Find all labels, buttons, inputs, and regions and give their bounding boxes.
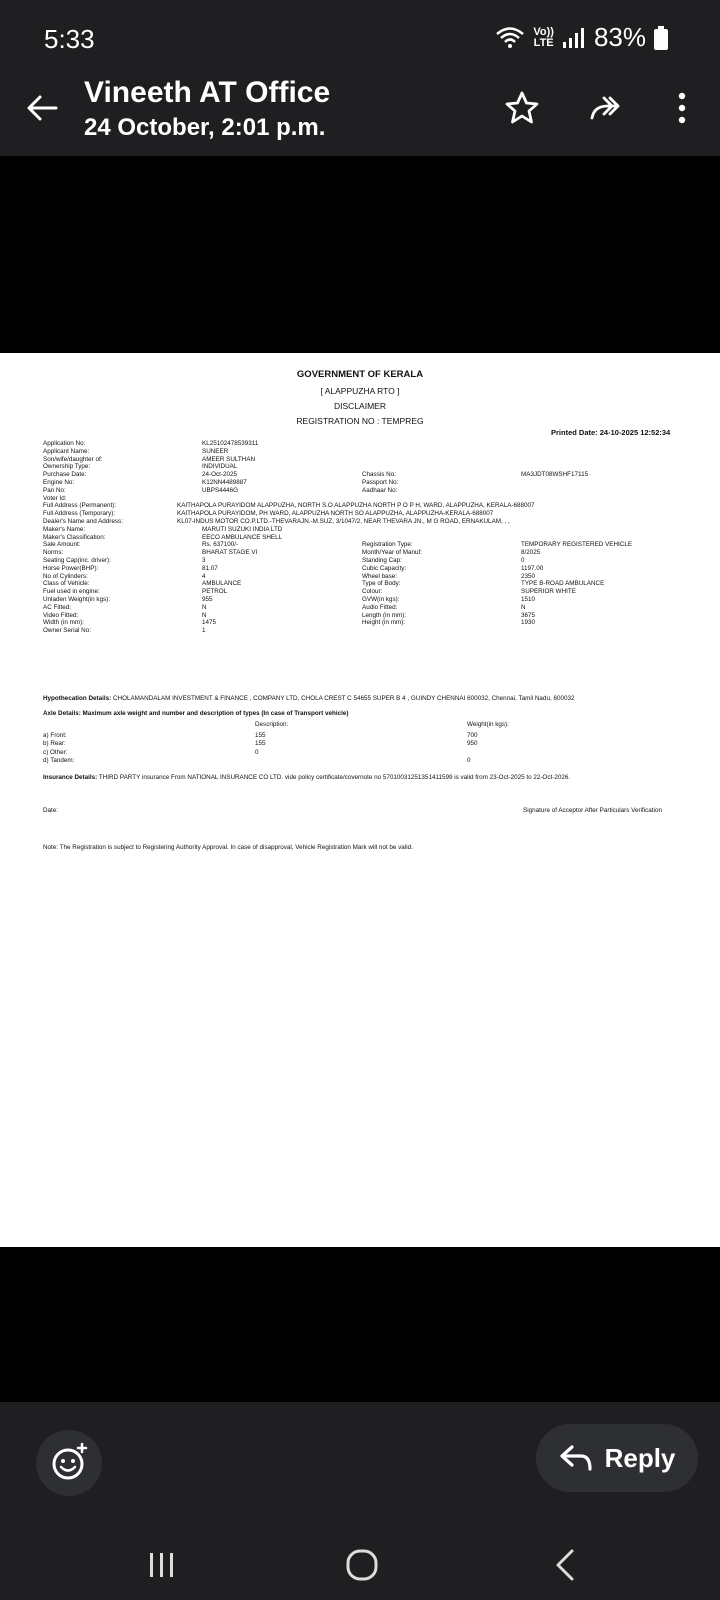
doc-row-label: Sale Amount: <box>43 541 81 549</box>
doc-row-label2: Chassis No: <box>362 471 396 479</box>
doc-row-label: Engine No: <box>43 479 75 486</box>
doc-axle-col-weight: Weight(in kgs): <box>467 721 509 728</box>
doc-axle-label: c) Other: <box>43 748 68 756</box>
doc-row-label2: Aadhaar No: <box>362 486 398 494</box>
volte-indicator: Vo)) LTE <box>533 25 554 49</box>
doc-row-value: SUNEER <box>202 447 229 455</box>
doc-axle-desc: 0 <box>255 748 259 756</box>
doc-row-label: Seating Cap(inc. driver): <box>43 557 111 564</box>
recent-apps-icon[interactable] <box>142 1545 182 1585</box>
doc-row-value2: TEMPORARY REGISTERED VEHICLE <box>521 541 633 549</box>
doc-row-label2: GVW(in kgs): <box>362 596 400 603</box>
signal-icon <box>562 27 586 49</box>
doc-row-label: Owner Serial No: <box>43 627 91 635</box>
star-icon[interactable] <box>502 88 542 128</box>
more-options-icon[interactable] <box>662 88 702 128</box>
doc-row-value: 4 <box>202 572 206 580</box>
doc-row-value: Rs. 637100/- <box>202 541 239 549</box>
doc-row-value: 24-Oct-2025 <box>202 471 238 479</box>
doc-row-value2: 1197.00 <box>521 564 544 572</box>
doc-hypothecation: Hypothecation Details: CHOLAMANDALAM INVESTMENT & FINANCE , COMPANY LTD, CHOLA CREST C 54655 SUPER B 4 , GUINDY CHENNAI 600032, Chennai, Tamil Nadu, 600032 <box>43 695 575 702</box>
doc-government: GOVERNMENT OF KERALA <box>296 369 424 380</box>
doc-row-label: Video Fitted: <box>43 611 79 619</box>
doc-row-label2: Length (in mm): <box>362 611 407 619</box>
doc-row-label: Fuel used in engine: <box>43 588 100 596</box>
back-arrow-icon[interactable] <box>22 88 62 128</box>
status-time: 5:33 <box>44 24 95 54</box>
message-date: 24 October, 2:01 p.m. <box>84 114 326 141</box>
doc-insurance: Insurance Details: THIRD PARTY insurance From NATIONAL INSURANCE CO LTD. vide policy certificate/covernote no 57010031251351411599 is valid from 23-Oct-2025 to 22-Oct-2026. <box>43 774 571 781</box>
doc-row-value: N <box>202 611 207 619</box>
doc-row-label: Maker's Name: <box>43 525 86 533</box>
doc-row-label: Full Address (Permanent): <box>43 502 117 510</box>
doc-row-value: K12NN4489887 <box>202 479 247 486</box>
doc-row-label2: Registration Type: <box>362 541 413 549</box>
doc-rto: [ ALAPPUZHA RTO ] <box>320 386 400 396</box>
doc-row-value: BHARAT STAGE VI <box>202 549 258 557</box>
doc-row-label2: Colour: <box>362 588 383 596</box>
sender-title: Vineeth AT Office <box>84 76 331 109</box>
doc-row-value: AMBULANCE <box>202 580 242 588</box>
status-icons <box>495 22 668 53</box>
doc-axle-weight: 700 <box>467 732 478 739</box>
doc-row-value: KAITHAPOLA PURAYIDOM, PH WARD, ALAPPUZHA NORTH SO ALAPPUZHA, ALAPPUZHA-KERALA-688007 <box>177 510 494 518</box>
doc-axle-col-description: Description: <box>255 721 289 728</box>
doc-date-label: Date: <box>43 807 59 814</box>
doc-row-value: KAITHAPOLA PURAYIDOM ALAPPUZHA, NORTH S.O ALAPPUZHA NORTH P O P H, WARD, ALAPPUZHA, KERALA-688007 <box>177 502 535 510</box>
message-header <box>0 76 720 156</box>
bottom-bar <box>0 1402 720 1600</box>
doc-row-value: 955 <box>202 596 213 603</box>
emoji-reaction-button[interactable] <box>36 1430 102 1496</box>
doc-row-value: UBPS4446G <box>202 486 239 494</box>
doc-row-label2: Standing Cap: <box>362 557 402 564</box>
doc-row-value: 3 <box>202 557 206 564</box>
doc-row-label: Unladen Weight(in kgs): <box>43 596 111 603</box>
doc-row-label2: Wheel base: <box>362 572 398 580</box>
emoji-add-icon <box>36 1430 102 1496</box>
doc-row-label: Dealer's Name and Address: <box>43 518 123 525</box>
doc-row-label2: Passport No: <box>362 479 399 486</box>
reply-button[interactable] <box>536 1424 698 1492</box>
doc-printed-date: Printed Date: 24-10-2025 12:52:34 <box>551 428 671 437</box>
doc-row-value: 81.07 <box>202 564 218 572</box>
doc-row-value2: N <box>521 603 526 611</box>
doc-row-value2: 2350 <box>521 572 536 580</box>
doc-row-label: Ownership Type: <box>43 463 91 471</box>
document-image[interactable] <box>0 353 720 1247</box>
doc-row-value2: 3675 <box>521 611 536 619</box>
doc-row-value: 1475 <box>202 619 217 627</box>
doc-row-label: Horse Power(BHP): <box>43 564 99 572</box>
doc-row-label: Application No: <box>43 440 86 447</box>
doc-row-value2: 0 <box>521 557 525 564</box>
home-icon[interactable] <box>342 1545 382 1585</box>
doc-signature: Signature of Acceptor After Particulars Verification <box>523 807 662 814</box>
doc-axle-weight: 0 <box>467 757 471 765</box>
doc-row-value: INDIVIDUAL <box>202 463 238 471</box>
wifi-icon <box>495 26 525 50</box>
doc-registration-no: REGISTRATION NO : TEMPREG <box>296 416 424 426</box>
doc-row-value: MARUTI SUZUKI INDIA LTD <box>202 525 283 533</box>
doc-axle-weight: 950 <box>467 740 478 748</box>
forward-icon[interactable] <box>586 88 626 128</box>
doc-row-label2: Height (in mm): <box>362 619 406 627</box>
doc-row-label2: Type of Body: <box>362 580 401 588</box>
doc-row-value: KL25102478539311 <box>202 440 259 447</box>
battery-icon <box>654 26 668 50</box>
doc-row-value2: 1930 <box>521 619 536 627</box>
doc-row-value: PETROL <box>202 588 228 596</box>
doc-axle-label: b) Rear: <box>43 740 66 748</box>
doc-row-label: Pan No: <box>43 486 66 494</box>
doc-row-label2: Month/Year of Manuf: <box>362 549 422 557</box>
doc-axle-label: a) Front: <box>43 732 67 739</box>
status-bar <box>0 0 720 76</box>
doc-row-value: 1 <box>202 627 206 635</box>
doc-note: Note: The Registration is subject to Registering Authority Approval. In case of disapproval, Vehicle Registration Mark will not be valid. <box>43 844 413 851</box>
doc-row-value: AMEER SULTHAN <box>202 455 256 463</box>
doc-row-label2: Cubic Capacity: <box>362 564 407 572</box>
doc-row-value2: 1510 <box>521 596 536 603</box>
doc-row-label: Width (in mm): <box>43 619 84 627</box>
doc-row-value: KL07-INDUS MOTOR CO.P.LTD.-THEVARAJN.-M.SUZ, 3/1047/2, NEAR THEVARA JN., M G ROAD, ERNAKULAM, , , <box>177 518 510 525</box>
doc-row-label: Norms: <box>43 549 64 557</box>
doc-row-value2: TYPE B-ROAD AMBULANCE <box>521 580 605 588</box>
doc-axle-desc: 155 <box>255 740 266 748</box>
doc-row-label: Applicant Name: <box>43 447 90 455</box>
reply-label: Reply <box>604 1442 676 1473</box>
doc-row-label: Class of Vehicle: <box>43 580 90 588</box>
doc-row-label: Purchase Date: <box>43 471 87 479</box>
doc-row-label: No of Cylinders: <box>43 572 88 580</box>
doc-row-value2: 8/2025 <box>521 549 541 557</box>
doc-row-value2: MA3JDT08WSHF17115 <box>521 471 589 479</box>
doc-row-label: Full Address (Temporary): <box>43 510 116 518</box>
doc-row-label: AC Fitted: <box>43 603 71 611</box>
doc-row-label: Voter Id: <box>43 494 67 502</box>
doc-axle-label: d) Tandem: <box>43 757 75 765</box>
battery-percent: 83% <box>593 22 646 52</box>
doc-axle-desc: 155 <box>255 732 266 739</box>
doc-axle-title: Axle Details: Maximum axle weight and number and description of types (In case of Transport vehicle) <box>43 710 349 717</box>
doc-row-value2: SUPERIOR WHITE <box>521 588 576 596</box>
reply-icon <box>559 1443 593 1473</box>
back-nav-icon[interactable] <box>546 1545 586 1585</box>
doc-row-label: Maker's Classification: <box>43 533 106 541</box>
doc-row-value: EECO AMBULANCE SHELL <box>202 533 283 541</box>
doc-row-label2: Audio Fitted: <box>362 603 398 611</box>
doc-disclaimer: DISCLAIMER <box>334 401 386 411</box>
doc-row-label: Son/wife/daughter of: <box>43 455 103 463</box>
doc-row-value: N <box>202 603 207 611</box>
